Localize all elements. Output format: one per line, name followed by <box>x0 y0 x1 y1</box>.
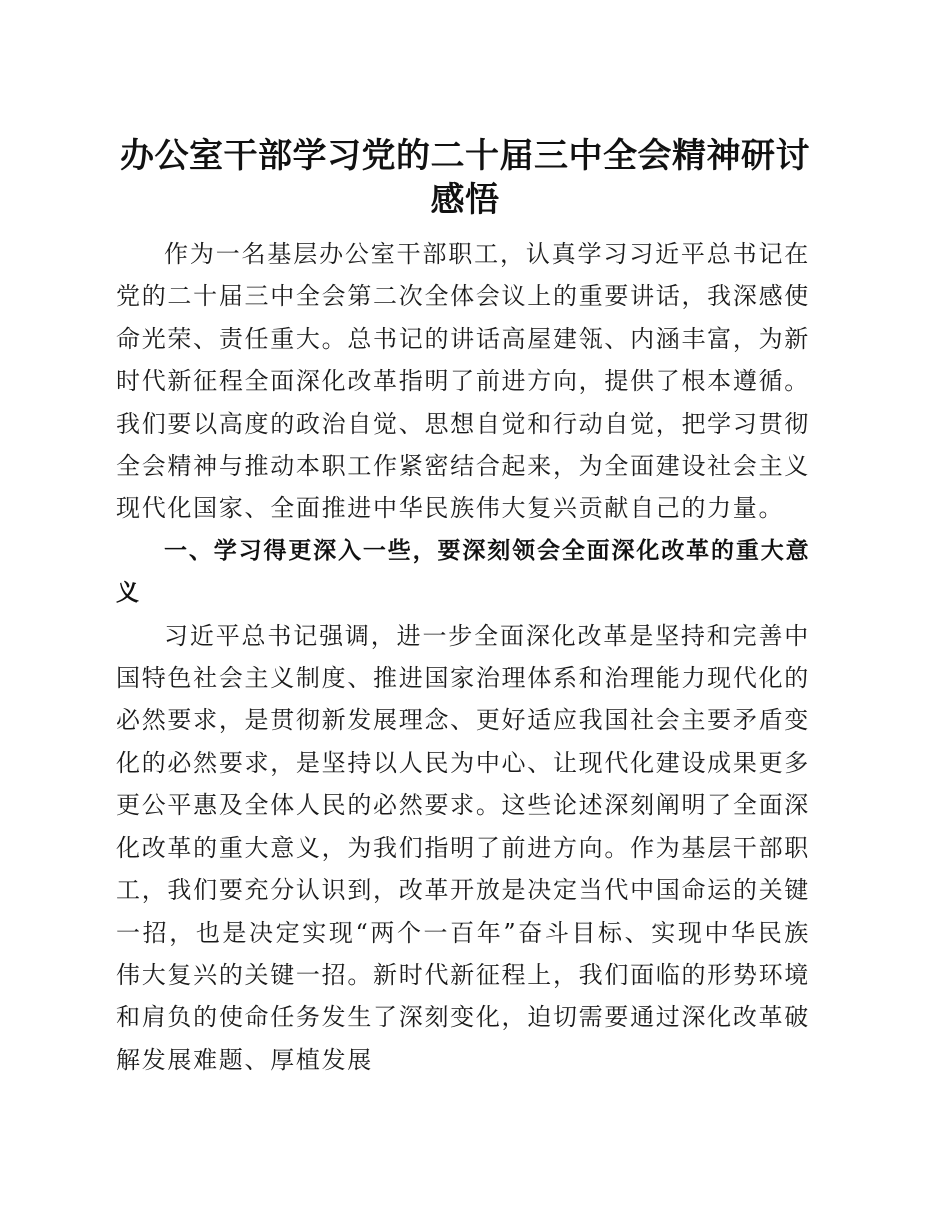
section-heading-1: 一、学习得更深入一些，要深刻领会全面深化改革的重大意义 <box>116 537 810 607</box>
intro-paragraph: 作为一名基层办公室干部职工，认真学习习近平总书记在党的二十届三中全会第二次全体会议上的重要讲话，我深感使命光荣、责任重大。总书记的讲话高屋建瓴、内涵丰富，为新时代新征程全面深化改革指明了前进方向，提供了根本遵循。我们要以高度的政治自觉、思想自觉和行动自觉，把学习贯彻全会精神与推动本职工作紧密结合起来，为全面建设社会主义现代化国家、全面推进中华民族伟大复兴贡献自己的力量。 <box>116 240 810 523</box>
document-title: 办公室干部学习党的二十届三中全会精神研讨感悟 <box>120 136 810 220</box>
document-body <box>116 233 810 1081</box>
section-1-paragraph: 习近平总书记强调，进一步全面深化改革是坚持和完善中国特色社会主义制度、推进国家治理体系和治理能力现代化的必然要求，是贯彻新发展理念、更好适应我国社会主要矛盾变化的必然要求，是坚持以人民为中心、让现代化建设成果更多更公平惠及全体人民的必然要求。这些论述深刻阐明了全面深化改革的重大意义，为我们指明了前进方向。作为基层干部职工，我们要充分认识到，改革开放是决定当代中国命运的关键一招，也是决定实现“两个一百年”奋斗目标、实现中华民族伟大复兴的关键一招。新时代新征程上，我们面临的形势环境和肩负的使命任务发生了深刻变化，迫切需要通过深化改革破解发展难题、厚植发展 <box>116 621 810 1074</box>
